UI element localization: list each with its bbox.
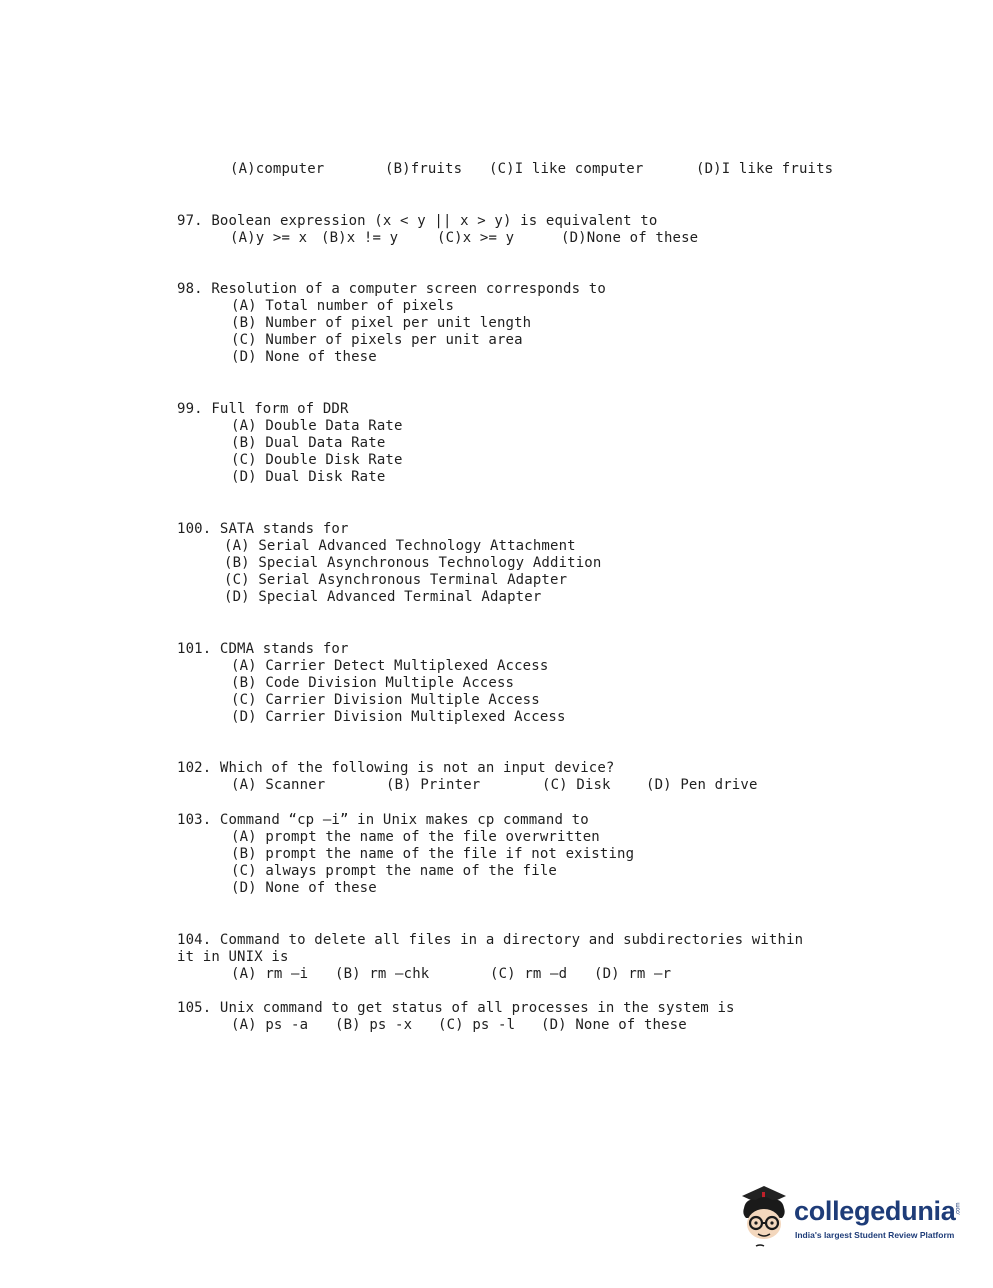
q101-option-c: (C) Carrier Division Multiple Access [231, 692, 540, 708]
q97-option-a: (A)y >= x [230, 230, 308, 246]
q101-option-d: (D) Carrier Division Multiplexed Access [231, 709, 566, 725]
q98-option-d: (D) None of these [231, 349, 377, 365]
question-97-text: 97. Boolean expression (x < y || x > y) is equivalent to [177, 213, 658, 229]
q96-option-b: (B)fruits [385, 161, 463, 177]
question-98-text: 98. Resolution of a computer screen corresponds to [177, 281, 606, 297]
q99-option-b: (B) Dual Data Rate [231, 435, 386, 451]
question-104-text-continued: it in UNIX is [177, 949, 289, 965]
q101-option-b: (B) Code Division Multiple Access [231, 675, 515, 691]
q105-option-c: (C) ps -l [438, 1017, 516, 1033]
q104-option-b: (B) rm –chk [335, 966, 430, 982]
q98-option-a: (A) Total number of pixels [231, 298, 455, 314]
mascot-icon [734, 1178, 794, 1254]
collegedunia-logo [734, 1178, 964, 1254]
question-99-text: 99. Full form of DDR [177, 401, 349, 417]
q96-option-d: (D)I like fruits [696, 161, 834, 177]
q103-option-d: (D) None of these [231, 880, 377, 896]
q104-option-a: (A) rm –i [231, 966, 309, 982]
question-104-text: 104. Command to delete all files in a directory and subdirectories within [177, 932, 804, 948]
logo-domain-suffix: .com [955, 1202, 962, 1216]
q99-option-a: (A) Double Data Rate [231, 418, 403, 434]
q102-option-b: (B) Printer [386, 777, 481, 793]
q104-option-d: (D) rm –r [594, 966, 672, 982]
q98-option-b: (B) Number of pixel per unit length [231, 315, 532, 331]
q97-option-b: (B)x != y [321, 230, 399, 246]
q105-option-d: (D) None of these [541, 1017, 687, 1033]
q101-option-a: (A) Carrier Detect Multiplexed Access [231, 658, 549, 674]
q102-option-d: (D) Pen drive [646, 777, 758, 793]
q97-option-d: (D)None of these [561, 230, 699, 246]
q100-option-c: (C) Serial Asynchronous Terminal Adapter [224, 572, 568, 588]
q105-option-b: (B) ps -x [335, 1017, 413, 1033]
q102-option-c: (C) Disk [542, 777, 611, 793]
q105-option-a: (A) ps -a [231, 1017, 309, 1033]
q102-option-a: (A) Scanner [231, 777, 326, 793]
q103-option-c: (C) always prompt the name of the file [231, 863, 557, 879]
logo-brand-text: collegedunia [794, 1196, 956, 1226]
q100-option-a: (A) Serial Advanced Technology Attachment [224, 538, 576, 554]
q100-option-b: (B) Special Asynchronous Technology Addition [224, 555, 602, 571]
question-105-text: 105. Unix command to get status of all processes in the system is [177, 1000, 735, 1016]
q99-option-c: (C) Double Disk Rate [231, 452, 403, 468]
q103-option-b: (B) prompt the name of the file if not existing [231, 846, 635, 862]
q104-option-c: (C) rm –d [490, 966, 568, 982]
q99-option-d: (D) Dual Disk Rate [231, 469, 386, 485]
q96-option-a: (A)computer [230, 161, 325, 177]
question-100-text: 100. SATA stands for [177, 521, 349, 537]
q98-option-c: (C) Number of pixels per unit area [231, 332, 523, 348]
q103-option-a: (A) prompt the name of the file overwritten [231, 829, 600, 845]
q100-option-d: (D) Special Advanced Terminal Adapter [224, 589, 542, 605]
question-102-text: 102. Which of the following is not an input device? [177, 760, 615, 776]
question-103-text: 103. Command “cp –i” in Unix makes cp command to [177, 812, 589, 828]
question-101-text: 101. CDMA stands for [177, 641, 349, 657]
q96-option-c: (C)I like computer [489, 161, 644, 177]
q97-option-c: (C)x >= y [437, 230, 515, 246]
logo-tagline: India's largest Student Review Platform [795, 1230, 955, 1240]
